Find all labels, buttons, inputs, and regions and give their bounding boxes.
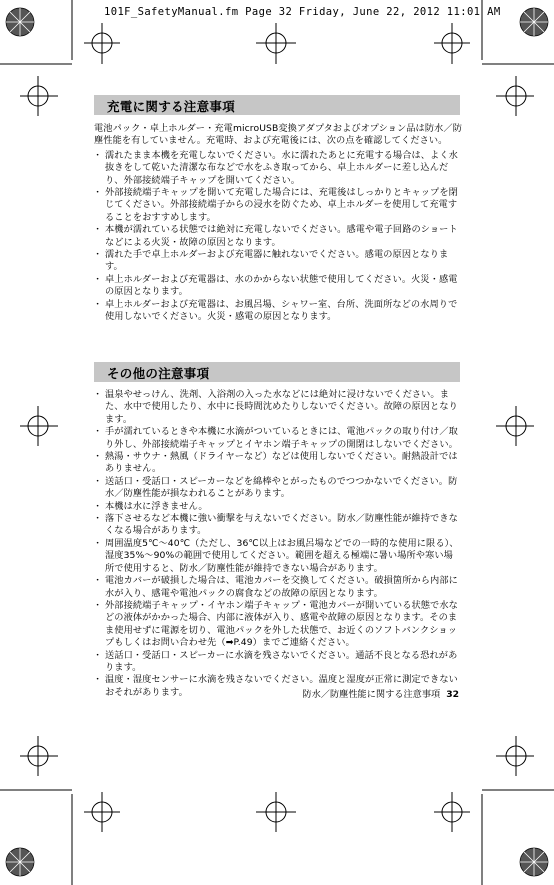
list-item: ・ 外部接続端子キャップを開いて充電した場合には、充電後はしっかりとキャップを閉じてください。外部接続端子からの浸水を防ぐため、卓上ホルダーを使用して充電することをおすすめします。 [94, 187, 462, 224]
list-item: ・ 濡れた手で卓上ホルダーおよび充電器に触れないでください。感電の原因となります。 [94, 249, 462, 274]
print-header: 101F_SafetyManual.fm Page 32 Friday, June 22, 2012 11:01 AM [104, 6, 501, 18]
list-item: ・ 外部接続端子キャップ・イヤホン端子キャップ・電池カバーが開いている状態で水などの液体がかかった場合、内部に液体が入り、感電や故障の原因となります。そのまま使用せずに電源を切り、電池パックを外した状態で、お近くのソフトバンクショップもしくはお問い合わせ先（➡P.49）までご連絡ください。 [94, 600, 462, 650]
list-item: ・ 送話口・受話口・スピーカーに水滴を残さないでください。通話不良となる恐れがあります。 [94, 650, 462, 675]
list-item: ・ 本機は水に浮きません。 [94, 501, 462, 513]
list-item: ・ 卓上ホルダーおよび充電器は、水のかからない状態で使用してください。火災・感電の原因となります。 [94, 274, 462, 299]
bullet-list [94, 150, 462, 324]
section-heading-other [94, 362, 460, 382]
section-body-other [94, 389, 462, 699]
list-item: ・ 周囲温度5℃～40℃（ただし、36℃以上はお風呂場などでの一時的な使用に限る）、湿度35%～90%の範囲で使用してください。範囲を超える極端に暑い場所や寒い場所で使用すると、防水／防塵性能が維持できない場合があります。 [94, 538, 462, 575]
section-heading-charging [94, 95, 460, 115]
section-body-charging [94, 123, 462, 324]
intro-paragraph: 電池パック・卓上ホルダー・充電microUSB変換アダプタおよびオプション品は防水／防塵性能を有していません。充電時、および充電後には、次の点を確認してください。 [94, 123, 462, 147]
page-footer [302, 686, 459, 700]
bullet-list [94, 389, 462, 699]
list-item: ・ 温度・湿度センサーに水滴を残さないでください。温度と湿度が正常に測定できないおそれがあります。 [94, 674, 462, 699]
list-item: ・ 手が濡れているときや本機に水滴がついているときには、電池パックの取り付け／取り外し、外部接続端子キャップとイヤホン端子キャップの開閉はしないでください。 [94, 426, 462, 451]
list-item: ・ 送話口・受話口・スピーカーなどを綿棒やとがったものでつつかないでください。防水／防塵性能が損なわれることがあります。 [94, 476, 462, 501]
list-item: ・ 落下させるなど本機に強い衝撃を与えないでください。防水／防塵性能が維持できなくなる場合があります。 [94, 513, 462, 538]
section-title: その他の注意事項 [107, 366, 210, 381]
footer-label: 防水／防塵性能に関する注意事項 [302, 689, 441, 700]
list-item: ・ 温泉やせっけん、洗剤、入浴剤の入った水などには絶対に浸けないでください。また、水中で使用したり、水中に長時間沈めたりしないでください。故障の原因となります。 [94, 389, 462, 426]
list-item: ・ 本機が濡れている状態では絶対に充電しないでください。感電や電子回路のショートなどによる火災・故障の原因となります。 [94, 224, 462, 249]
page-number: 32 [446, 689, 459, 700]
list-item: ・ 卓上ホルダーおよび充電器は、お風呂場、シャワー室、台所、洗面所などの水周りで使用しないでください。火災・感電の原因となります。 [94, 299, 462, 324]
list-item: ・ 熱湯・サウナ・熱風（ドライヤーなど）などは使用しないでください。耐熱設計ではありません。 [94, 451, 462, 476]
section-title: 充電に関する注意事項 [107, 99, 236, 114]
list-item: ・ 電池カバーが破損した場合は、電池カバーを交換してください。破損箇所から内部に水が入り、感電や電池パックの腐食などの故障の原因となります。 [94, 575, 462, 600]
list-item: ・ 濡れたまま本機を充電しないでください。水に濡れたあとに充電する場合は、よく水抜きをして乾いた清潔な布などで水をふき取ってから、卓上ホルダーに差し込んだり、外部接続端子キャップを開いてください。 [94, 150, 462, 187]
